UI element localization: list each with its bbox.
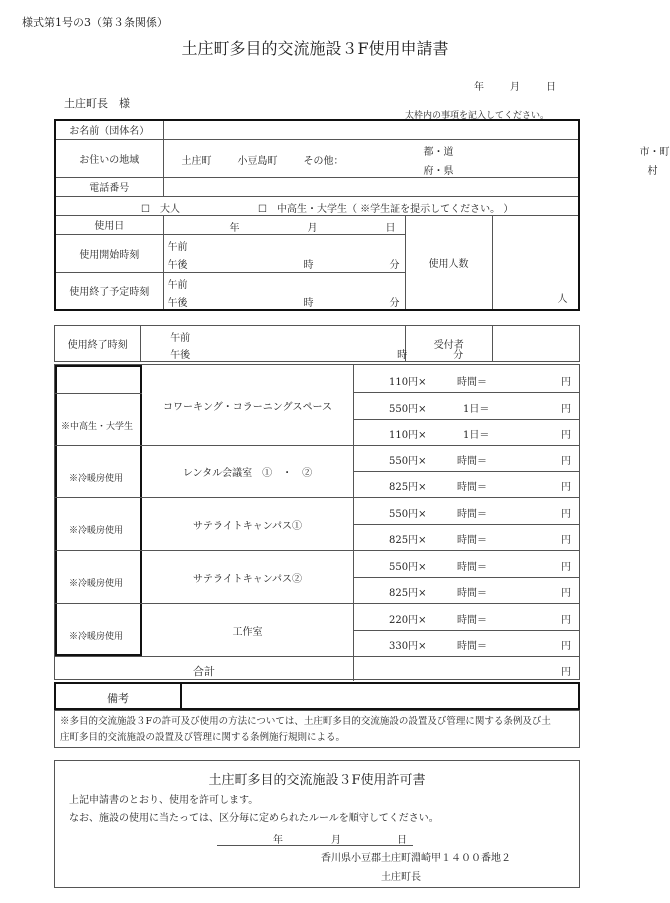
end-plan-pm[interactable]: 午後 <box>167 297 188 309</box>
aircon-note-2: ※冷暖房使用 <box>69 526 124 536</box>
prefecture-label-2: 府・県 <box>423 165 454 177</box>
price: 825円× <box>389 535 427 546</box>
end-pm[interactable]: 午後 <box>170 350 191 361</box>
unit: 時間＝ <box>457 615 487 626</box>
yen: 円 <box>561 456 571 467</box>
start-pm[interactable]: 午後 <box>167 259 188 271</box>
price-divider <box>353 524 579 525</box>
prefecture-label-1: 都・道 <box>423 146 454 158</box>
header-date-month: 月 <box>510 82 520 93</box>
end-plan-label: 使用終了予定時刻 <box>55 272 163 310</box>
total-label: 合計 <box>193 665 215 678</box>
price: 330円× <box>389 641 427 652</box>
total-divider <box>55 656 579 657</box>
use-date-month: 月 <box>307 222 318 234</box>
yen: 円 <box>561 404 571 415</box>
end-time-label: 使用終了時刻 <box>55 326 141 362</box>
aircon-note-3: ※冷暖房使用 <box>69 579 124 589</box>
facility-grid <box>54 364 580 680</box>
receiver-field[interactable] <box>492 326 579 362</box>
use-date-year: 年 <box>229 222 240 234</box>
price-divider <box>353 392 579 393</box>
unit: 時間＝ <box>457 535 487 546</box>
category-divider <box>55 603 142 604</box>
permit-box <box>54 760 580 888</box>
address-option-other[interactable]: その他： <box>303 155 344 167</box>
student-note: ※中高生・大学生 <box>61 422 134 432</box>
price-divider <box>353 577 579 578</box>
use-date-day: 日 <box>385 222 396 234</box>
yen: 円 <box>561 562 571 573</box>
applicant-table <box>54 119 670 311</box>
price: 220円× <box>389 615 427 626</box>
address-label: お住いの地域 <box>55 139 163 177</box>
category-divider <box>55 393 142 394</box>
end-minute: 分 <box>453 350 464 361</box>
price-divider <box>353 550 579 551</box>
end-plan-minute: 分 <box>389 297 400 309</box>
facility-divider <box>142 550 353 551</box>
facility-name-meeting-room: レンタル会議室 ① ・ ② <box>182 468 313 479</box>
permit-day: 日 <box>397 835 407 846</box>
permit-year: 年 <box>273 835 283 846</box>
price-divider <box>353 471 579 472</box>
student-checkbox[interactable]: ☐ 中高生・大学生（ ※学生証を提示してください。 ） <box>258 203 514 215</box>
start-time-label: 使用開始時刻 <box>55 234 163 272</box>
price-divider <box>353 445 579 446</box>
grid-vline <box>353 365 354 681</box>
receiver-label: 受付者 <box>405 326 492 362</box>
category-box <box>55 365 142 656</box>
address-option-tonosho[interactable]: 土庄町 <box>181 155 212 167</box>
header-date-year: 年 <box>474 82 484 93</box>
price: 110円× <box>389 430 427 441</box>
phone-field[interactable] <box>163 177 579 196</box>
permit-line-1: 上記申請書のとおり、使用を許可します。 <box>69 795 259 806</box>
use-date-label: 使用日 <box>55 215 163 234</box>
adult-checkbox[interactable]: ☐ 大人 <box>141 203 180 215</box>
yen: 円 <box>561 482 571 493</box>
permit-title: 土庄町多目的交流施設３F使用許可書 <box>208 773 426 788</box>
unit: 時間＝ <box>457 377 487 388</box>
header-date-day: 日 <box>546 82 556 93</box>
people-unit: 人 <box>557 293 568 305</box>
permit-address: 香川県小豆郡土庄町淵崎甲１４００番地２ <box>321 853 511 864</box>
facility-divider <box>142 497 353 498</box>
end-plan-field[interactable] <box>163 272 405 310</box>
price: 825円× <box>389 482 427 493</box>
price-divider <box>353 497 579 498</box>
unit: 時間＝ <box>457 562 487 573</box>
start-time-field[interactable] <box>163 234 405 272</box>
start-am[interactable]: 午前 <box>167 241 188 253</box>
price: 550円× <box>389 456 427 467</box>
page-title: 土庄町多目的交流施設３F使用申請書 <box>181 39 449 58</box>
unit: 時間＝ <box>457 509 487 520</box>
facility-name-coworking: コワーキング・コラーニングスペース <box>163 402 332 413</box>
address-field[interactable] <box>163 139 670 177</box>
permit-signer: 土庄町長 <box>381 872 421 883</box>
category-divider <box>55 497 142 498</box>
yen: 円 <box>561 535 571 546</box>
city-label-2: 村 <box>647 165 658 177</box>
facility-name-satellite-2: サテライトキャンパス② <box>193 574 302 585</box>
permit-line-2: なお、施設の使用に当たっては、区分毎に定められたルールを順守してください。 <box>69 813 439 824</box>
end-plan-hour: 時 <box>303 297 314 309</box>
regulation-note <box>54 710 580 748</box>
category-divider <box>55 550 142 551</box>
yen: 円 <box>561 641 571 652</box>
price: 550円× <box>389 509 427 520</box>
remarks-field[interactable] <box>182 684 578 708</box>
form-number: 様式第1号の3（第３条関係） <box>22 16 168 29</box>
address-option-shodoshima[interactable]: 小豆島町 <box>237 155 278 167</box>
price: 110円× <box>389 377 427 388</box>
aircon-note-4: ※冷暖房使用 <box>69 632 124 642</box>
addressee: 土庄町長 様 <box>64 97 130 110</box>
phone-label: 電話番号 <box>55 177 163 196</box>
unit: 時間＝ <box>457 456 487 467</box>
office-table <box>54 325 580 362</box>
facility-name-satellite-1: サテライトキャンパス① <box>193 521 302 532</box>
category-divider <box>55 445 142 446</box>
total-yen: 円 <box>561 667 571 678</box>
unit: 時間＝ <box>457 482 487 493</box>
end-hour: 時 <box>397 350 408 361</box>
unit: 時間＝ <box>457 641 487 652</box>
yen: 円 <box>561 615 571 626</box>
price-divider <box>353 630 579 631</box>
price: 825円× <box>389 588 427 599</box>
unit: 時間＝ <box>457 588 487 599</box>
start-hour: 時 <box>303 259 314 271</box>
end-am[interactable]: 午前 <box>170 333 191 344</box>
name-field[interactable] <box>163 120 579 139</box>
facility-divider <box>142 603 353 604</box>
price-divider <box>353 603 579 604</box>
people-field[interactable] <box>492 215 579 310</box>
city-label-1: 市・町 <box>639 146 670 158</box>
end-plan-am[interactable]: 午前 <box>167 279 188 291</box>
remarks-label: 備考 <box>107 692 129 705</box>
unit: 1日＝ <box>463 404 490 415</box>
start-minute: 分 <box>389 259 400 271</box>
unit: 1日＝ <box>463 430 490 441</box>
price: 550円× <box>389 404 427 415</box>
use-date-field[interactable] <box>163 215 405 234</box>
yen: 円 <box>561 377 571 388</box>
aircon-note-1: ※冷暖房使用 <box>69 474 124 484</box>
name-label: お名前（団体名） <box>55 120 163 139</box>
price: 550円× <box>389 562 427 573</box>
facility-name-workshop: 工作室 <box>232 627 263 638</box>
remarks-row <box>54 682 580 710</box>
permit-date-line <box>217 831 413 846</box>
yen: 円 <box>561 430 571 441</box>
yen: 円 <box>561 588 571 599</box>
facility-divider <box>142 445 353 446</box>
people-label: 使用人数 <box>405 215 492 310</box>
permit-month: 月 <box>331 835 341 846</box>
user-type-row <box>55 196 579 215</box>
yen: 円 <box>561 509 571 520</box>
instruction-text: 太枠内の事項を記入してください。 <box>405 111 550 121</box>
regulation-note-line-2: 庄町多目的交流施設の設置及び管理に関する条例施行規則による。 <box>60 732 346 743</box>
regulation-note-line-1: ※多目的交流施設３Fの許可及び使用の方法については、土庄町多目的交流施設の設置及び管理に関する条例及び土 <box>60 716 551 727</box>
price-divider <box>353 419 579 420</box>
